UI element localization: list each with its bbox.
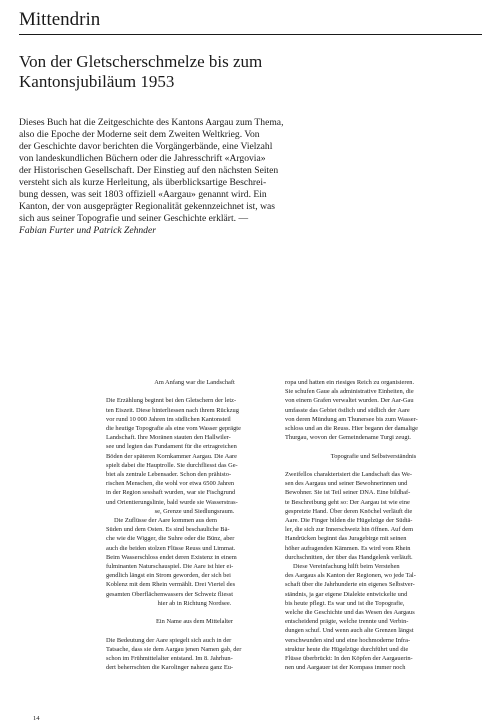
chapter-title-line: Von der Gletscherschmelze bis zum [19, 52, 263, 71]
subheading: Ein Name aus dem Mittelalter [155, 618, 234, 626]
intro-paragraph [19, 117, 359, 237]
body-line: te Beschreibung geht so: Der Aargau ist wie eine [285, 498, 410, 506]
intro-line: der Historischen Gesellschaft. Der Einstieg auf den nächsten Seiten [19, 165, 279, 177]
body-line: von deren Mündung am Thunersee bis zum Wasser- [285, 415, 418, 423]
chapter-title-line: Kantonsjubiläum 1953 [19, 71, 175, 91]
body-line: und Orientierungslinie, bald wurde sie Wasserstras- [106, 498, 238, 506]
body-line: spielt dabei die Hauptrolle. Sie durchfliesst das Ge- [106, 461, 238, 469]
body-line: ständnis, ja gar eigene Dialekte entwickelte und [285, 590, 408, 598]
body-line: Koblenz mit dem Rhein vermählt. Drei Viertel des [106, 581, 236, 589]
body-line: dungen schuf. Und wenn auch alte Grenzen längst [285, 627, 414, 635]
body-line: Sie schufen Gaue als administrative Einheiten, die [285, 388, 414, 396]
body-line: se, Grenze und Siedlungsraum. [154, 507, 235, 515]
spacer [285, 442, 462, 451]
body-line: bis heute pflegt. Es war und ist die Topografie, [285, 599, 405, 607]
body-line: Diese Vereinfachung hilft beim Verstehen [293, 563, 400, 571]
intro-line: Dieses Buch hat die Zeitgeschichte des Kantons Aargau zum Thema, [19, 117, 284, 128]
body-line: Handrücken beginnt das Juragebirge mit seinen [285, 535, 407, 543]
body-line: gesamten Oberflächenwassers der Schweiz fliesst [106, 590, 234, 598]
intro-line: bung dessen, was seit 1803 offiziell «Aargau» genannt wird. Ein [19, 189, 267, 201]
body-line: biet als zentrale Lebensader. Schon den prähisto- [106, 471, 232, 479]
body-line: verschwunden sind und eine hochmoderne Infra- [285, 636, 411, 644]
body-line: ten Eiszeit. Diese hinterliessen nach ihrem Rückzug [106, 406, 239, 414]
body-line: die heutige Topografie als eine vom Wasser geprägte [106, 425, 241, 432]
body-line: fulminanten Naturschauspiel. Die Aare ist hier ei- [106, 563, 234, 571]
body-line: sen des Aargaus und seiner Bewohnerinnen und [285, 480, 408, 488]
body-line: durchschnitten, der über das Handgelenk verläuft. [285, 553, 413, 561]
body-line: see und legten das Fundament für die ertragreichen [106, 443, 237, 451]
intro-line: von landeskundlichen Büchern oder die Jahresschrift «Argovia» [19, 153, 266, 165]
body-line: vor rund 10 000 Jahren im südlichen Kantonsteil [106, 415, 231, 423]
body-line: Böden der späteren Kornkammer Aargau. Die Aare [106, 452, 238, 460]
subheading: Topografie und Selbstverständnis [330, 452, 417, 460]
body-line: schon im Frühmittelalter entstand. Im 8. Jahrhun- [106, 655, 233, 663]
spacer [285, 461, 462, 470]
right-text-column [285, 378, 462, 672]
body-line: Tatsache, dass sie dem Aargau jenen Namen gab, der [106, 645, 242, 653]
body-line: Süden und dem Osten. Es sind beschauliche Bä- [106, 526, 230, 534]
body-line: Landschaft. Ihre Moränen stauten den Hallwiler- [106, 434, 231, 442]
left-text-column [106, 378, 283, 672]
intro-line: also die Epoche der Moderne seit dem Zweiten Weltkrieg. Von [19, 129, 260, 141]
body-line: Bewohner. Sie ist Teil seiner DNA. Eine bildhaf- [285, 489, 411, 497]
spacer [106, 608, 283, 617]
body-line: che wie die Wigger, die Suhre oder die Bünz, aber [106, 535, 235, 543]
spacer [106, 626, 283, 635]
body-line: welche die Geschichte und das Wesen des Aargaus [285, 609, 415, 617]
section-title: Mittendrin [19, 9, 101, 30]
body-line: des Aargaus als Kanton der Regionen, wo jede Tal- [285, 572, 416, 580]
intro-line: Kanton, der von ausgeprägter Regionalität gekennzeichnet ist, was [19, 201, 276, 213]
body-line: Die Zuflüsse der Aare kommen aus dem [114, 517, 217, 525]
body-line: ropa und hatten ein riesiges Reich zu organisieren. [285, 379, 415, 386]
body-line: struktur heute die Hügelzüge durchführt und die [285, 645, 409, 653]
body-line: Die Erzählung beginnt bei den Gletschern der letz- [106, 397, 237, 405]
body-line: dert beherrschten die Karolinger nahezu ganz Eu- [106, 664, 234, 672]
body-line: Beim Wasserschloss endet deren Existenz in einem [106, 553, 237, 561]
body-line: umfasste das Gebiet östlich und südlich der Aare [285, 406, 410, 414]
body-line: gespreizte Hand. Über deren Knöchel verläuft die [285, 507, 413, 515]
intro-line: der Geschichte davor berichten die Vorgängerbände, eine Vielzahl [19, 141, 273, 153]
intro-authors: Fabian Furter und Patrick Zehnder [19, 225, 156, 237]
body-line: in der Region sesshaft wurden, war sie Fischgrund [106, 489, 236, 497]
body-line: Flüsse überbrückt: In den Köpfen der Aargauerin- [285, 655, 413, 663]
body-line: hier ab in Richtung Nordsee. [157, 599, 232, 607]
body-line: Die Bedeutung der Aare spiegelt sich auch in der [106, 636, 232, 644]
intro-line: versteht sich als kurze Herleitung, als überblicksartige Beschrei- [19, 177, 267, 189]
intro-line: sich aus seiner Topografie und seiner Geschichte erklärt. — [19, 213, 249, 225]
header-rule [19, 34, 482, 35]
body-line: entscheidend prägte, welche trennte und Verbin- [285, 618, 409, 626]
body-line: rischen Menschen, die wohl vor etwa 6500 Jahren [106, 480, 235, 488]
body-line: ler, die sich zur Innerschweiz hin öffnen. Auf dem [285, 526, 414, 534]
body-line: Aare. Die Finger bilden die Hügelzüge der Südtä- [285, 517, 413, 525]
body-line: Zweifellos charakterisiert die Landschaft das We- [285, 471, 412, 478]
body-line: höher aufragenden Kämmen. Es wird vom Rhein [285, 544, 411, 552]
body-line: schaft über die Jahrhunderte ein eigenes Selbstver- [285, 581, 415, 589]
body-line: Thurgau, wovon der Gemeindename Turgi zeugt. [285, 434, 411, 442]
spacer [106, 387, 283, 396]
page-number: 14 [33, 715, 40, 722]
body-line: schloss und an die Reuss. Hier begann der damalige [285, 425, 418, 433]
chapter-title [19, 52, 439, 91]
subheading: Am Anfang war die Landschaft [154, 379, 235, 386]
body-line: nen und Aargauer ist der Kompass immer noch [285, 664, 406, 672]
body-line: gendlich längst ein Strom geworden, der sich bei [106, 572, 231, 580]
body-line: auch die beiden stolzen Flüsse Reuss und Limmat. [106, 544, 236, 552]
body-line: von einem Grafen verwaltet wurden. Der Aar-Gau [285, 397, 414, 405]
